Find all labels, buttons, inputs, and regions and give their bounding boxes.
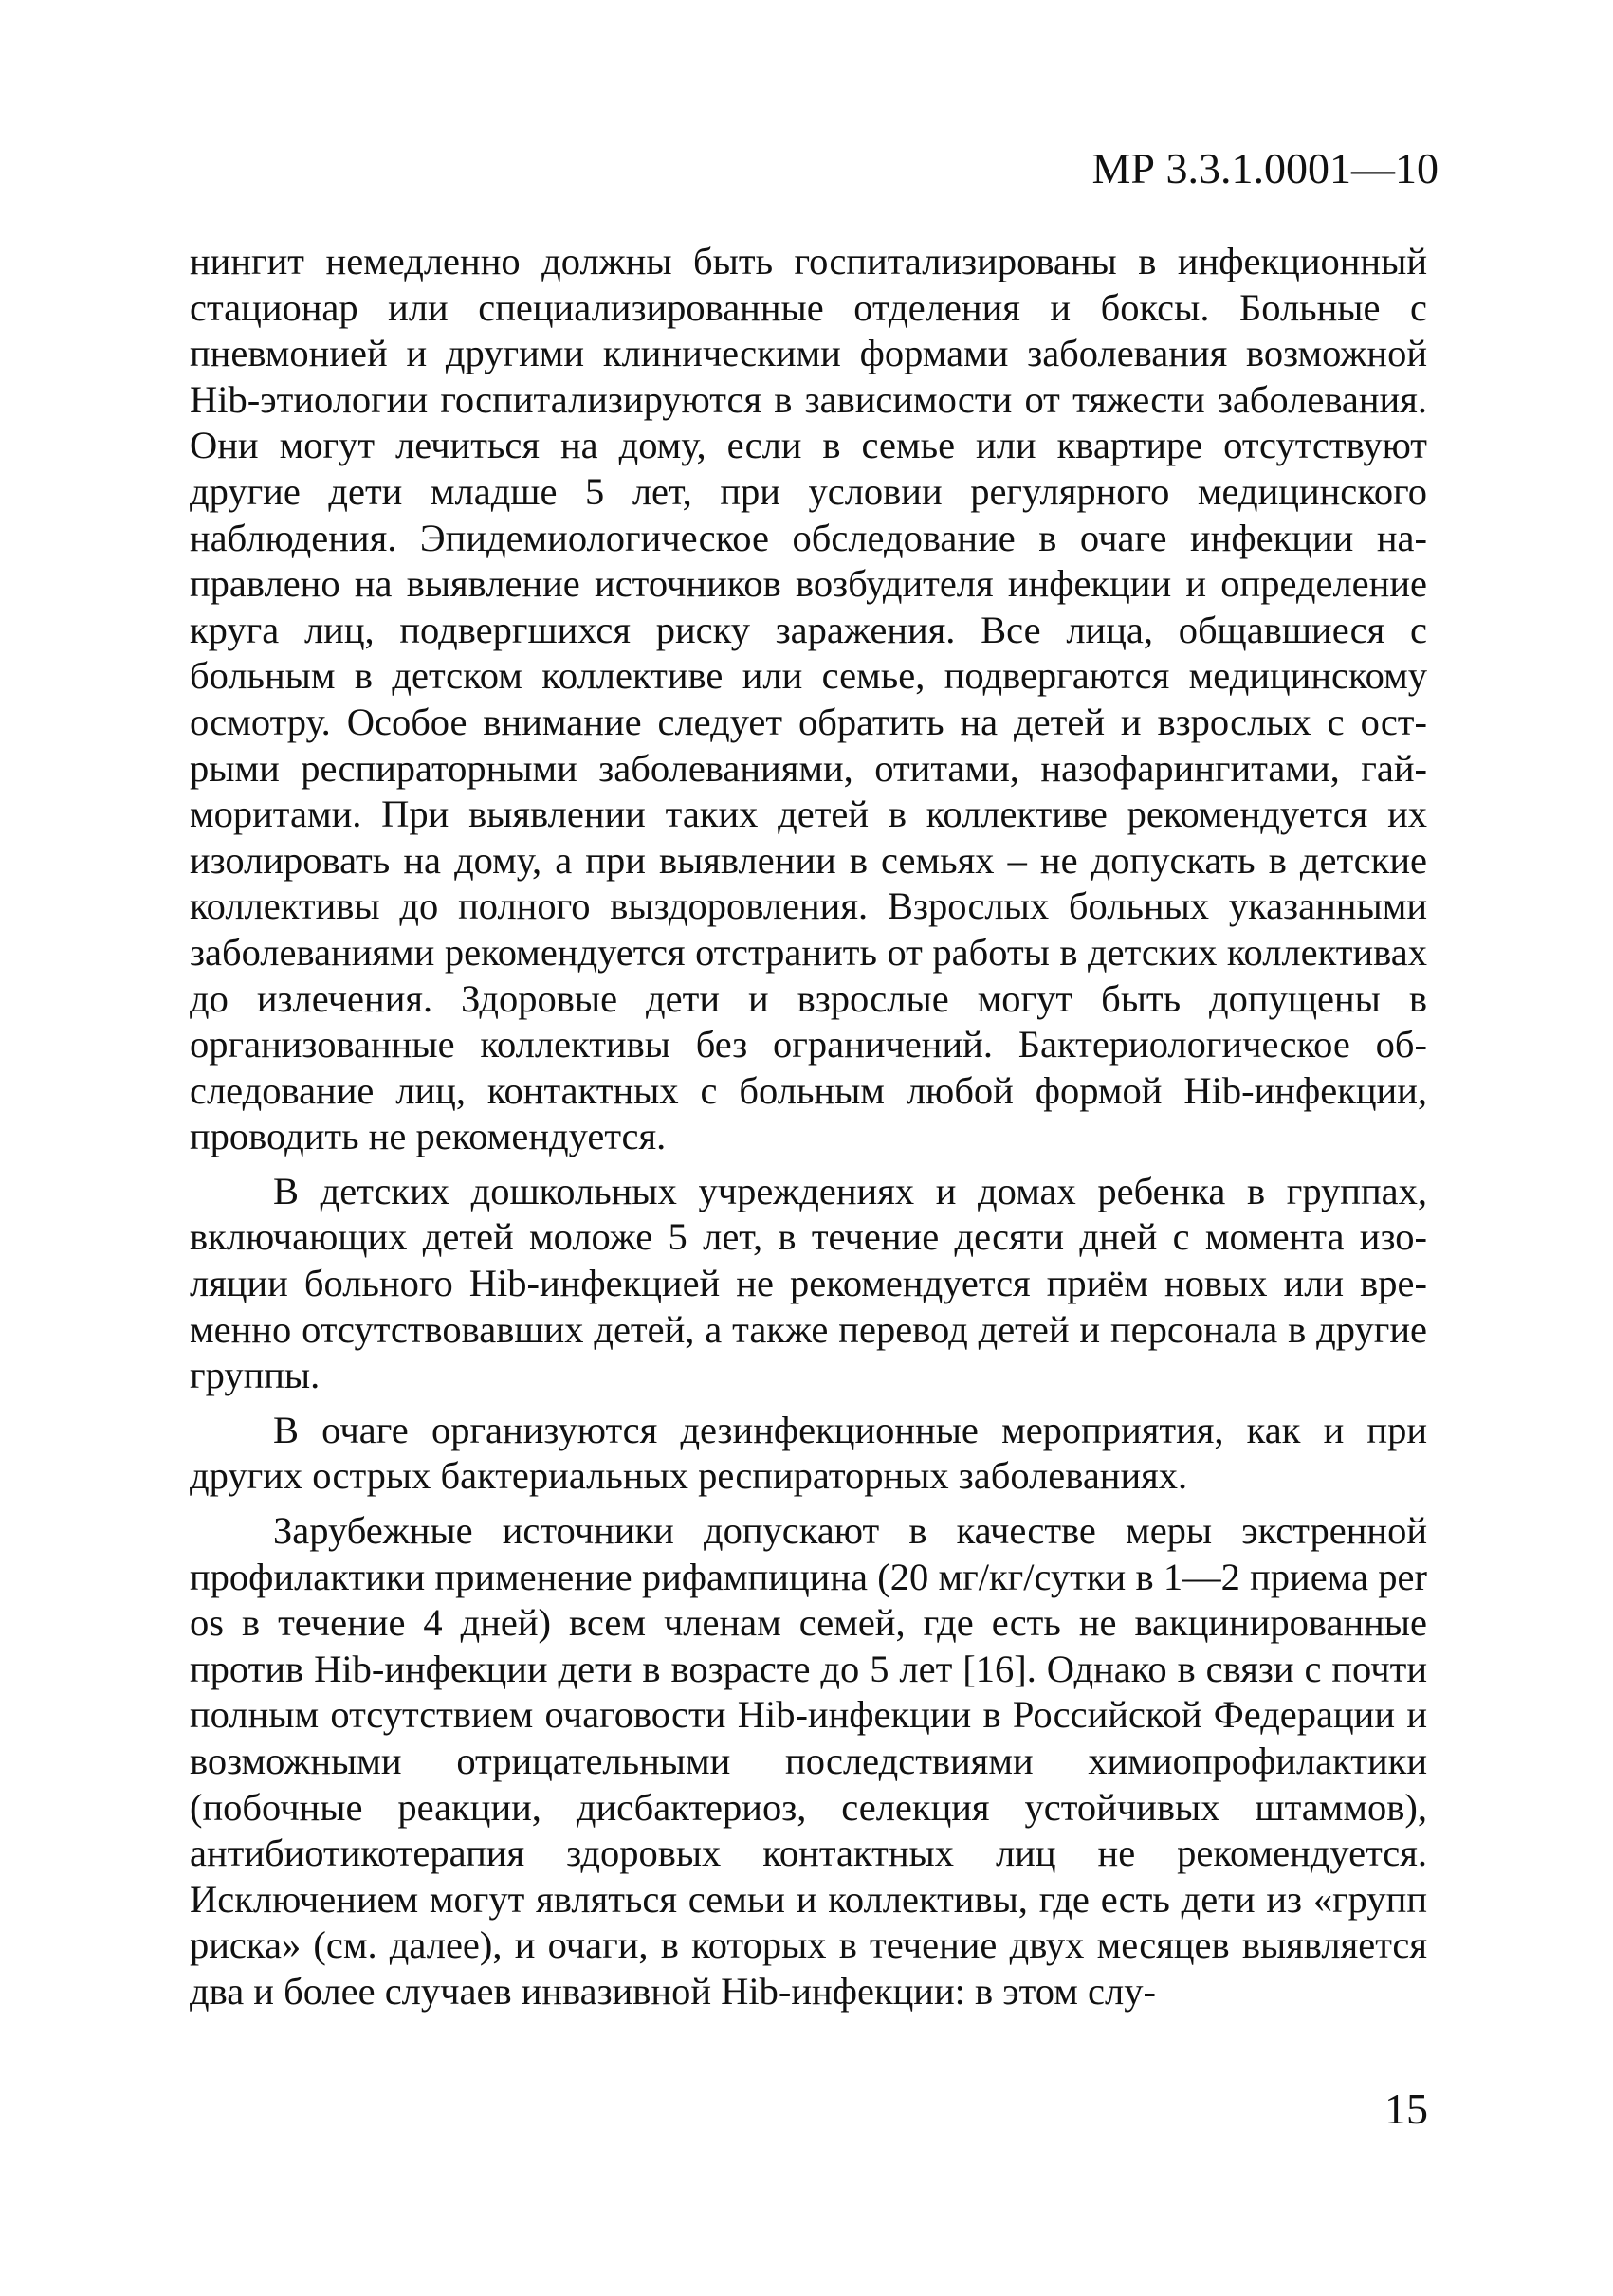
paragraph-prophylaxis: Зарубежные источники допускают в качестве меры экстренной профилактики применение рифампицина (20 мг/кг/сутки в 1—2 приема per os в течение 4 дней) всем членам семей, где есть не вакцинированные против Hib-инфекции дети в возрасте до 5 лет [16]. Однако в связи с почти полным отсутствием очаговости Hib-инфекции в Российской Федерации и возможными отрицательными последствиями химиопрофилактики (побочные реакции, дисбактериоз, селекция устойчивых штаммов), антибиотикотерапия здоровых контактных лиц не рекомендуется. Исключением могут являться семьи и коллективы, где есть дети из «групп риска» (см. далее), и очаги, в которых в течение двух месяцев выявляется два и более случаев инвазивной Hib-инфекции: в этом слу-	[190, 1509, 1427, 2013]
document-code: МР 3.3.1.0001—10	[1091, 144, 1439, 192]
page-number: 15	[1384, 2085, 1428, 2133]
paragraph-preschool: В детских дошкольных учреждениях и домах ребенка в группах, включающих детей моложе 5 лет, в течение десяти дней с момента изоляции больного Hib-инфекцией не рекомендуется приём новых или временно отсутствовавших детей, а также перевод детей и персонала в другие группы.	[190, 1169, 1427, 1397]
paragraph-continuation: нингит немедленно должны быть госпитализированы в инфекционный стационар или специализированные отделения и боксы. Больные с пневмонией и другими клиническими формами заболевания возможной Hib-этиологии госпитализируются в зависимости от тяжести заболевания. Они могут лечиться на дому, если в семье или квартире отсутствуют другие дети младше 5 лет, при условии регулярного медицинского наблюдения. Эпидемиологическое обследование в очаге инфекции направлено на выявление источников возбудителя инфекции и определение круга лиц, подвергшихся риску заражения. Все лица, общавшиеся с больным в детском коллективе или семье, подвергаются медицинскому осмотру. Особое внимание следует обратить на детей и взрослых с острыми респираторными заболеваниями, отитами, назофарингитами, гайморитами. При выявлении таких детей в коллективе рекомендуется их изолировать на дому, а при выявлении в семьях – не допускать в детские коллективы до полного выздоровления. Взрослых больных указанными заболеваниями рекомендуется отстранить от работы в детских коллективах до излечения. Здоровые дети и взрослые могут быть допущены в организованные коллективы без ограничений. Бактериологическое обследование лиц, контактных с больным любой формой Hib-инфекции, проводить не рекомендуется.	[190, 240, 1427, 1158]
body-text	[190, 239, 1427, 2015]
paragraph-disinfection: В очаге организуются дезинфекционные мероприятия, как и при других острых бактериальных респираторных заболеваниях.	[190, 1408, 1427, 1498]
